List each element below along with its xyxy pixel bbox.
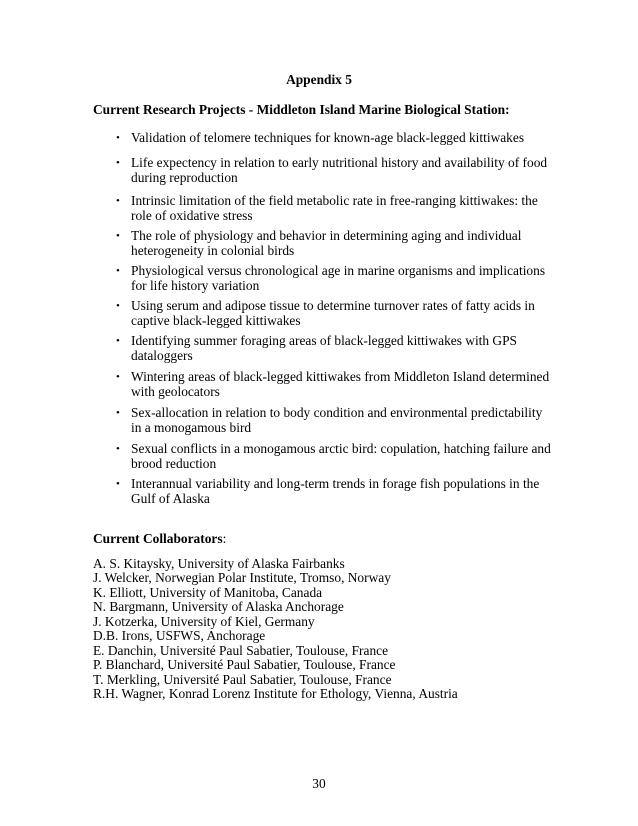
collaborator-line: J. Kotzerka, University of Kiel, Germany [93, 613, 315, 629]
bullet-icon: • [116, 195, 120, 207]
collaborator-line: R.H. Wagner, Konrad Lorenz Institute for Ethology, Vienna, Austria [93, 686, 458, 702]
project-item [116, 298, 556, 328]
bullet-icon: • [116, 265, 120, 277]
project-text: Wintering areas of black-legged kittiwakes from Middleton Island determined with geolocators [131, 369, 550, 399]
collaborator-line: E. Danchin, Université Paul Sabatier, Toulouse, France [93, 642, 389, 658]
project-text: Identifying summer foraging areas of black-legged kittiwakes with GPS dataloggers [131, 333, 518, 363]
project-item [116, 155, 556, 185]
collaborator-line: K. Elliott, University of Manitoba, Canada [93, 584, 323, 600]
project-text: The role of physiology and behavior in determining aging and individual heterogeneity in colonial birds [131, 228, 522, 258]
page-number: 30 [312, 776, 326, 791]
bullet-icon: • [116, 230, 120, 242]
collaborator-line: A. S. Kitaysky, University of Alaska Fairbanks [93, 556, 345, 571]
project-item [116, 405, 556, 435]
bullet-icon: • [116, 335, 120, 347]
collaborator-line: D.B. Irons, USFWS, Anchorage [93, 628, 266, 644]
project-text: Life expectency in relation to early nutritional history and availability of food during reproduction [131, 155, 548, 185]
collaborators-heading [93, 531, 226, 547]
project-text: Validation of telomere techniques for known-age black-legged kittiwakes [131, 130, 525, 145]
project-item [116, 263, 556, 293]
project-text: Physiological versus chronological age in marine organisms and implications for life history variation [131, 263, 546, 293]
collaborator-line: N. Bargmann, University of Alaska Anchorage [93, 599, 344, 615]
project-item [116, 228, 556, 258]
collaborator-line: J. Welcker, Norwegian Polar Institute, Tromso, Norway [93, 570, 391, 586]
project-item [116, 369, 556, 399]
collaborators-heading-text: Current Collaborators [93, 531, 223, 546]
project-text: Interannual variability and long-term trends in forage fish populations in the Gulf of Alaska [131, 476, 540, 506]
project-item [116, 476, 556, 506]
collaborators-list [93, 557, 593, 702]
project-item [116, 333, 556, 363]
collaborator-line: T. Merkling, Université Paul Sabatier, Toulouse, France [93, 671, 392, 687]
collaborators-heading-colon: : [222, 531, 227, 546]
project-text: Intrinsic limitation of the field metabolic rate in free-ranging kittiwakes: the role of oxidative stress [131, 193, 538, 223]
bullet-icon: • [116, 132, 120, 144]
project-text: Sex-allocation in relation to body condition and environmental predictability in a monogamous bird [131, 405, 543, 435]
project-item [116, 441, 556, 471]
project-text: Using serum and adipose tissue to determine turnover rates of fatty acids in captive black-legged kittiwakes [131, 298, 535, 328]
appendix-title: Appendix 5 [286, 72, 352, 87]
bullet-icon: • [116, 443, 120, 455]
bullet-icon: • [116, 300, 120, 312]
bullet-icon: • [116, 407, 120, 419]
project-text: Sexual conflicts in a monogamous arctic bird: copulation, hatching failure and brood reduction [131, 441, 551, 471]
bullet-icon: • [116, 157, 120, 169]
collaborator-line: P. Blanchard, Université Paul Sabatier, Toulouse, France [93, 657, 396, 673]
projects-heading: Current Research Projects - Middleton Island Marine Biological Station: [93, 102, 510, 117]
bullet-icon: • [116, 478, 120, 490]
project-item [116, 193, 556, 223]
bullet-icon: • [116, 371, 120, 383]
project-item [116, 130, 556, 146]
